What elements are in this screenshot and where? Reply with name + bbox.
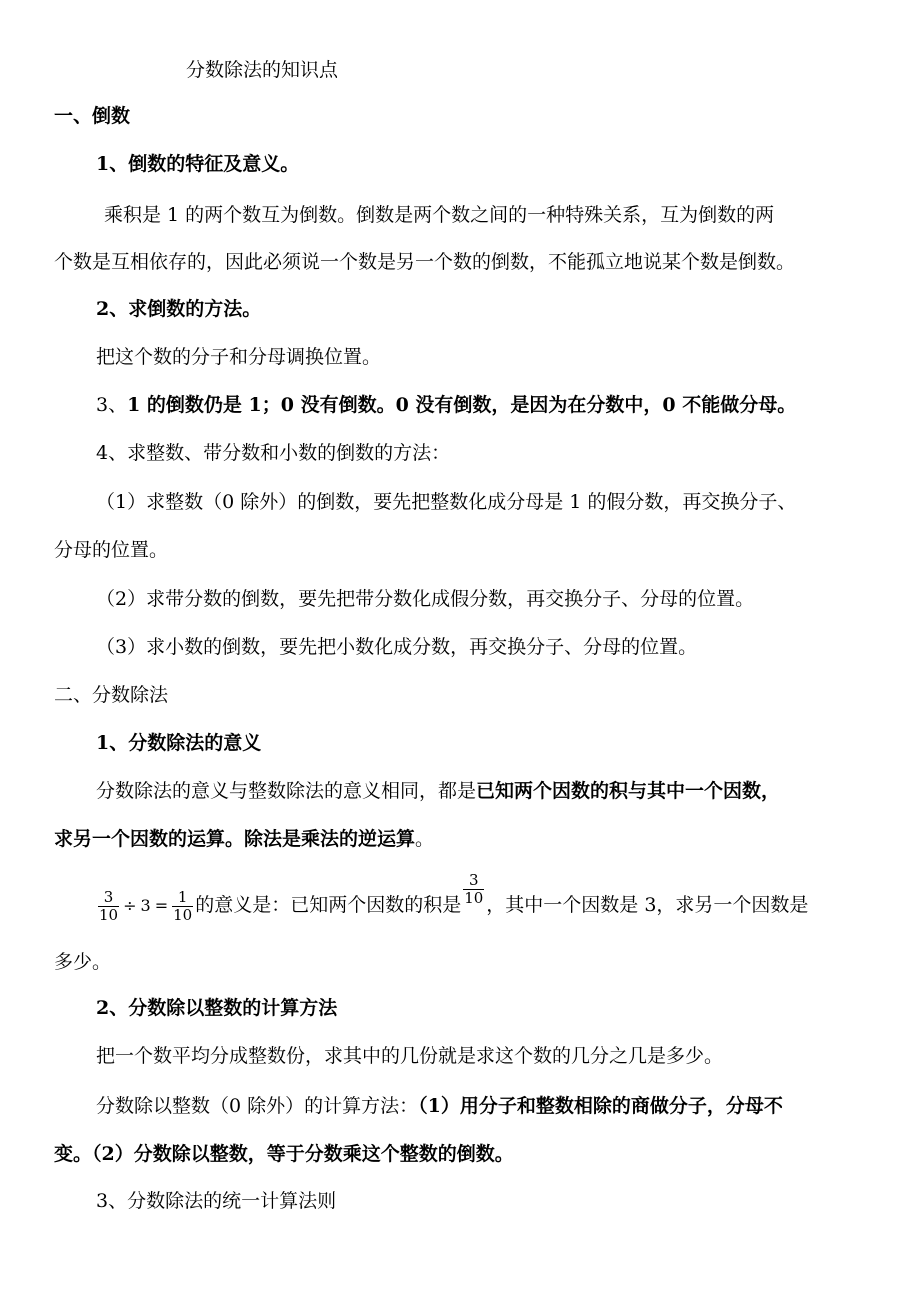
paragraph-reciprocal-definition-line2: 个数是互相依存的，因此必须说一个数是另一个数的倒数，不能孤立地说某个数是倒数。 <box>54 251 796 273</box>
divide-sign: ÷ <box>123 896 137 915</box>
paragraph-decimal-reciprocal: （3）求小数的倒数，要先把小数化成分数，再交换分子、分母的位置。 <box>96 636 698 658</box>
integer-3: 3 <box>140 896 151 915</box>
subheading-unified-rule: 3、分数除法的统一计算法则 <box>96 1190 337 1212</box>
paragraph-equal-parts: 把一个数平均分成整数份，求其中的几份就是求这个数的几分之几是多少。 <box>96 1045 724 1067</box>
paragraph-integer-reciprocal-line2: 分母的位置。 <box>54 539 169 561</box>
fraction-3-10: $\frac{3}{10}$ <box>99 887 119 924</box>
division-meaning-bold: 已知两个因数的积与其中一个因数， <box>476 780 781 802</box>
equals-sign: = <box>154 896 169 915</box>
point-3-number: 3、 <box>96 394 128 416</box>
subheading-fraction-divided-by-integer: 2、分数除以整数的计算方法 <box>96 997 338 1019</box>
paragraph-reciprocal-definition-line1: 乘积是 1 的两个数互为倒数。倒数是两个数之间的一种特殊关系，互为倒数的两 <box>104 204 775 226</box>
paragraph-point-4: 4、求整数、带分数和小数的倒数的方法： <box>96 442 451 464</box>
division-meaning-period: 。 <box>415 828 435 850</box>
equation-explanation-2: ，其中一个因数是 3，求另一个因数是 <box>486 894 809 916</box>
division-meaning-plain: 分数除法的意义与整数除法的意义相同，都是 <box>96 780 477 802</box>
subheading-division-meaning: 1、分数除法的意义 <box>96 732 262 754</box>
paragraph-point-3 <box>96 393 796 417</box>
paragraph-reciprocal-method: 把这个数的分子和分母调换位置。 <box>96 346 382 368</box>
division-meaning-bold-2: 求另一个因数的运算。除法是乘法的逆运算 <box>54 828 416 850</box>
point-3-text: 1 的倒数仍是 1；0 没有倒数。0 没有倒数，是因为在分数中，0 不能做分母。 <box>127 394 797 416</box>
subheading-reciprocal-meaning: 1、倒数的特征及意义。 <box>96 153 300 175</box>
paragraph-integer-reciprocal-line1: （1）求整数（0 除外）的倒数，要先把整数化成分母是 1 的假分数，再交换分子、 <box>96 491 797 513</box>
paragraph-calculation-method-line2: 变。（2）分数除以整数，等于分数乘这个整数的倒数。 <box>54 1143 514 1165</box>
section-heading-fraction-division: 二、分数除法 <box>54 684 169 706</box>
equation-explanation: 的意义是：已知两个因数的积是 <box>195 894 462 916</box>
fraction-1-10: $\frac{1}{10}$ <box>173 887 193 924</box>
page-title: 分数除法的知识点 <box>186 59 339 81</box>
subheading-reciprocal-method: 2、求倒数的方法。 <box>96 298 262 320</box>
paragraph-mixed-number-reciprocal: （2）求带分数的倒数，要先把带分数化成假分数，再交换分子、分母的位置。 <box>96 588 755 610</box>
calculation-method-bold: （1）用分子和整数相除的商做分子，分母不 <box>418 1095 783 1117</box>
paragraph-division-meaning-line1 <box>96 779 780 803</box>
equation-line-2: 多少。 <box>54 951 112 973</box>
paragraph-calculation-method-line1 <box>96 1094 783 1118</box>
fraction-product-3-10: $\frac{3}{10}$ <box>464 871 484 907</box>
paragraph-division-meaning-line2 <box>54 827 434 851</box>
calculation-method-plain: 分数除以整数（0 除外）的计算方法： <box>96 1095 419 1117</box>
section-heading-reciprocal: 一、倒数 <box>54 105 131 127</box>
equation-line <box>96 872 808 924</box>
